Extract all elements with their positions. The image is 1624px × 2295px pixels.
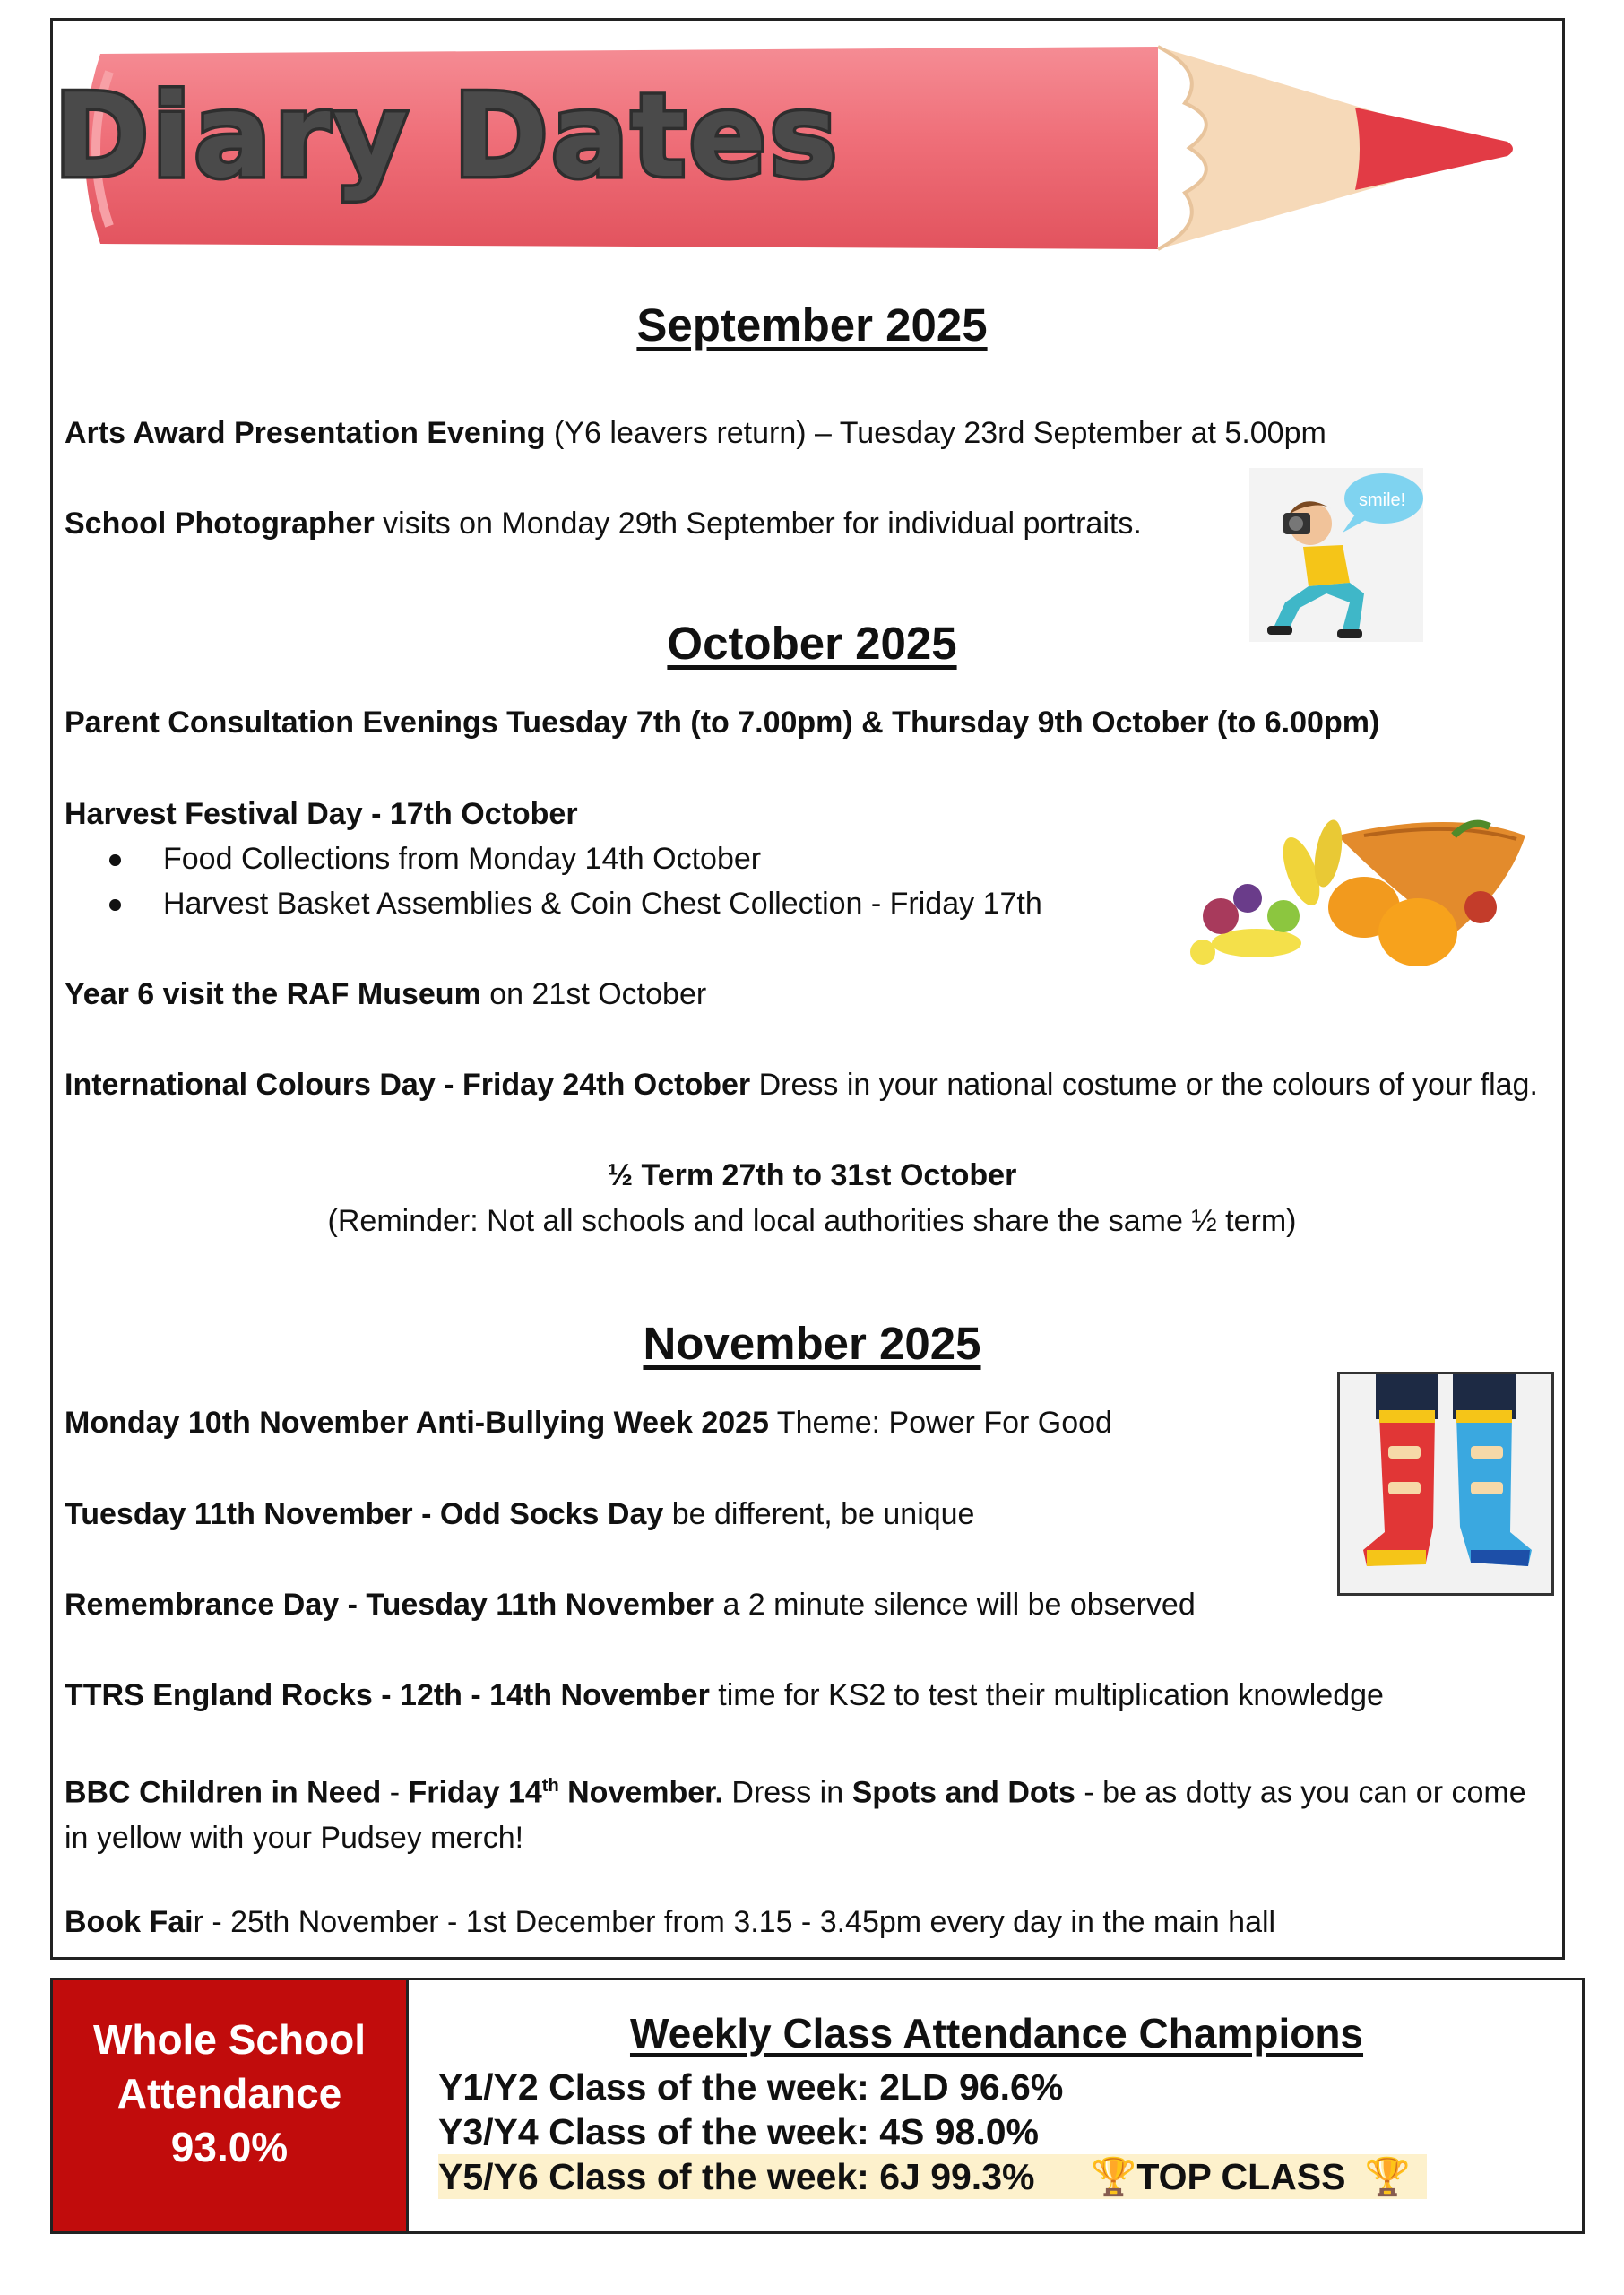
cornucopia-illustration [1185, 800, 1531, 981]
trophy-icon: 🏆 [1091, 2156, 1137, 2197]
children-in-need-detail: - be as dotty as you can or come in yellow with your Pudsey merch! [65, 1775, 1526, 1856]
children-in-need-title: BBC Children in Need [65, 1775, 382, 1810]
harvest-bullet-text: Harvest Basket Assemblies & Coin Chest Collection - Friday 17th [163, 887, 1042, 921]
remembrance-title: Remembrance Day - Tuesday 11th November [65, 1588, 714, 1622]
bullet-icon [109, 899, 121, 911]
photographer-title: School Photographer [65, 507, 375, 541]
ttrs-detail: time for KS2 to test their multiplication knowledge [709, 1678, 1384, 1712]
champion-row-text: Y5/Y6 Class of the week: 6J 99.3% [438, 2156, 1035, 2197]
attendance-value: 93.0% [170, 2124, 289, 2170]
smile-bubble-text: smile! [1359, 490, 1406, 510]
attendance-panel [50, 1978, 1585, 2234]
banner-title: Diary Dates [54, 70, 841, 204]
harvest-bullet-text: Food Collections from Monday 14th October [163, 842, 762, 876]
attendance-label-line1: Whole School [92, 2016, 367, 2063]
arts-award-title: Arts Award Presentation Evening [65, 416, 546, 450]
champion-row: Y1/Y2 Class of the week: 2LD 96.6% [438, 2066, 1064, 2108]
attendance-label-line2: Attendance [117, 2070, 342, 2117]
photographer-detail: visits on Monday 29th September for individual portraits. [374, 507, 1142, 541]
trophy-icon: 🏆 [1364, 2156, 1411, 2197]
half-term-item [0, 1153, 1624, 1199]
international-colours-title: International Colours Day - Friday 24th October [65, 1068, 751, 1102]
remembrance-detail: a 2 minute silence will be observed [714, 1588, 1196, 1622]
children-in-need-date-suffix: th [541, 1776, 559, 1796]
half-term-text: ½ Term 27th to 31st October [607, 1158, 1017, 1192]
odd-socks-illustration [1340, 1374, 1551, 1593]
odd-socks-detail: be different, be unique [663, 1497, 975, 1531]
raf-museum-title: Year 6 visit the RAF Museum [65, 977, 481, 1011]
children-in-need-date: Friday 14 [408, 1775, 542, 1810]
september-heading: September 2025 [636, 299, 988, 351]
october-heading: October 2025 [667, 618, 957, 669]
children-in-need-item [65, 1763, 1552, 1861]
ttrs-item [65, 1673, 1384, 1719]
children-in-need-dress: Dress in [722, 1775, 852, 1810]
anti-bullying-detail: Theme: Power For Good [768, 1406, 1112, 1440]
raf-museum-detail: on 21st October [480, 977, 707, 1011]
top-class-label: TOP CLASS [1136, 2156, 1346, 2197]
harvest-image [1185, 800, 1531, 981]
whole-school-attendance [53, 1980, 409, 2231]
anti-bullying-item [65, 1400, 1112, 1446]
odd-socks-title: Tuesday 11th November - Odd Socks Day [65, 1497, 664, 1531]
harvest-title: Harvest Festival Day - 17th October [65, 797, 578, 831]
photographer-item [65, 501, 1142, 547]
book-fair-detail: r - 25th November - 1st December from 3.15 - 3.45pm every day in the main hall [193, 1905, 1276, 1939]
remembrance-item [65, 1582, 1196, 1628]
bullet-icon [109, 854, 121, 866]
odd-socks-item [65, 1492, 974, 1537]
champion-row-top [438, 2154, 1427, 2199]
odd-socks-image [1337, 1372, 1554, 1596]
november-heading: November 2025 [643, 1318, 981, 1369]
children-in-need-sep: - [381, 1775, 409, 1810]
parent-consultation-item [65, 700, 1379, 746]
book-fair-item [65, 1900, 1275, 1945]
book-fair-title: Book Fai [65, 1905, 194, 1939]
raf-museum-item [65, 972, 706, 1018]
ttrs-title: TTRS England Rocks - 12th - 14th November [65, 1678, 710, 1712]
international-colours-item [65, 1062, 1552, 1108]
children-in-need-month: November. [558, 1775, 723, 1810]
photographer-illustration [1249, 468, 1423, 642]
arts-award-detail: (Y6 leavers return) – Tuesday 23rd September at 5.00pm [545, 416, 1326, 450]
photographer-image [1249, 468, 1423, 642]
arts-award-item [65, 411, 1326, 456]
harvest-title-item [65, 792, 578, 837]
parent-consultation-text: Parent Consultation Evenings Tuesday 7th (to 7.00pm) & Thursday 9th October (to 6.00pm) [65, 706, 1380, 740]
half-term-reminder: (Reminder: Not all schools and local authorities share the same ½ term) [327, 1204, 1297, 1238]
champion-row: Y3/Y4 Class of the week: 4S 98.0% [438, 2111, 1039, 2152]
international-colours-detail: Dress in your national costume or the colours of your flag. [750, 1068, 1538, 1102]
champions-title: Weekly Class Attendance Champions [629, 2010, 1364, 2057]
children-in-need-theme: Spots and Dots [851, 1775, 1075, 1810]
anti-bullying-title: Monday 10th November Anti-Bullying Week 2025 [65, 1406, 769, 1440]
